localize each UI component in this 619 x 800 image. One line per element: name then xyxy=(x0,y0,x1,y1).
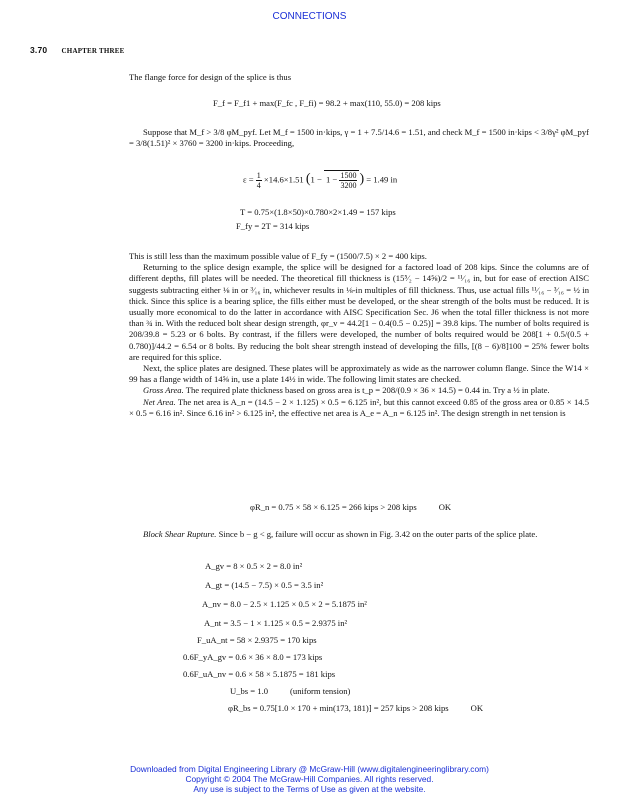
equation-Ffy: F_fy = 2T = 314 kips xyxy=(236,221,310,231)
square-root: 1 − $\frac{1500}{3200}$ xyxy=(324,170,359,190)
paragraph-suppose: Suppose that M_f > 3/8 φM_pyf. Let M_f = 1500 in·kips, γ = 1 + 7.5/14.6 = 1.51, and check M_f = 1500 in·kips < 3/8γ² φM_pyf = 3/8(1.51)² × 3760 = 3200 in·kips. Proceeding, xyxy=(129,127,589,149)
page-number: 3.70 xyxy=(30,45,48,55)
equation-Ubs: U_bs = 1.0 (uniform tension) xyxy=(230,686,351,696)
paragraph-returning: Returning to the splice design example, the splice will be designed for a factored load of 208 kips. Since the columns are of different depths, fill plates will be needed. The theoretical fill thickness is (15⁵⁄₂ − 14⅝)/2 = ¹¹⁄₁₆ in, but for ease of erection AISC suggests subtracting either ⅛ in or ³⁄₁₆ in, whichever results in ⅛-in multiples of fill thickness. Thus, use actual fills ¹¹⁄₁₆ − ³⁄₁₆ = ½ in thick. Since this splice is a bearing splice, the fills either must be developed, or the shear strength of the bolts must be reduced. It is usually more economical to do the latter in accordance with AISC Specification Sec. J6 when the total filler thickness is not more than ¾ in. With the reduced bolt shear design strength, φr_v = 44.2[1 − 0.4(0.5 − 0.25)] = 39.8 kips. The number of bolts required is 208/39.8 = 5.23 or 6 bolts. By contrast, if the fillers were developed, the number of bolts required would be 208[1 + 0.5/(0.5 + 0.780)]/44.2 = 6.54 or 8 bolts. By reducing the bolt shear strength instead of developing the fills, [(8 − 6)/8]100 = 25% fewer bolts are required for this splice. xyxy=(129,262,589,362)
footer-terms-link[interactable]: Any use is subject to the Terms of Use as given at the website. xyxy=(193,784,426,794)
block-shear-label: Block Shear Rupture. xyxy=(143,529,217,539)
paragraph-gross-area: Gross Area. The required plate thickness based on gross area is t_p = 208/(0.9 × 36 × 14.5) = 0.44 in. Try a ½ in plate. xyxy=(143,385,550,396)
equation-phiRbs: φR_bs = 0.75[1.0 × 170 + min(173, 181)] = 257 kips > 208 kips OK xyxy=(228,703,484,713)
equation-epsilon: ε = $\frac{1}{4}$ ×14.6×1.51 (1 − 1 − $\frac{1500}{3200}$ ) = 1.49 in xyxy=(243,171,398,190)
footer-download-link[interactable]: Downloaded from Digital Engineering Library @ McGraw-Hill (www.digitalengineeringlibrary.com) xyxy=(130,764,489,774)
paragraph-next: Next, the splice plates are designed. These plates will be approximately as wide as the narrower column flange. Since the W14 × 99 has a flange width of 14⅝ in, use a plate 14½ in wide. The following limit states are checked. xyxy=(129,363,589,385)
ok-label: OK xyxy=(470,703,484,713)
ok-label: OK xyxy=(438,502,452,512)
chapter-title: CHAPTER THREE xyxy=(61,47,125,55)
equation-06FuAnv: 0.6F_uA_nv = 0.6 × 58 × 5.1875 = 181 kips xyxy=(183,669,336,679)
intro-paragraph: The flange force for design of the splice is thus xyxy=(129,72,292,82)
paragraph-net-area: Net Area. The net area is A_n = (14.5 − 2 × 1.125) × 0.5 = 6.125 in², but this cannot exceed 0.85 of the gross area or 0.85 × 14.5 × 0.5 = 6.16 in². Since 6.16 in² > 6.125 in², the effective net area is A_e = A_n = 6.125 in². The design strength in net tension is xyxy=(129,396,589,418)
equation-flange-force: F_f = F_f1 + max(F_fc , F_fi) = 98.2 + max(110, 55.0) = 208 kips xyxy=(213,98,441,108)
paragraph-block-shear: Block Shear Rupture. Since b − g < g, failure will occur as shown in Fig. 3.42 on the outer parts of the splice plate. xyxy=(143,529,538,539)
paragraph-less: This is still less than the maximum possible value of F_fy = (1500/7.5) × 2 = 400 kips. xyxy=(129,251,427,261)
equation-Anv: A_nv = 8.0 − 2.5 × 1.125 × 0.5 × 2 = 5.1875 in² xyxy=(202,599,367,609)
section-header: CONNECTIONS xyxy=(272,11,347,22)
main-text-block xyxy=(129,251,589,419)
page-header xyxy=(30,45,125,55)
fraction-one-quarter: $\frac{1}{4}$ xyxy=(256,171,261,190)
footer-copyright: Copyright © 2004 The McGraw-Hill Companies. All rights reserved. xyxy=(185,774,434,784)
footer xyxy=(0,764,619,794)
equation-Ant: A_nt = 3.5 − 1 × 1.125 × 0.5 = 2.9375 in² xyxy=(204,618,348,628)
equation-06FyAgv: 0.6F_yA_gv = 0.6 × 36 × 8.0 = 173 kips xyxy=(183,652,323,662)
equation-FuAnt: F_uA_nt = 58 × 2.9375 = 170 kips xyxy=(197,635,317,645)
equation-T: T = 0.75×(1.8×50)×0.780×2×1.49 = 157 kips xyxy=(240,207,396,217)
gross-area-label: Gross Area. xyxy=(143,385,184,396)
equation-phiRn: φR_n = 0.75 × 58 × 6.125 = 266 kips > 208 kips OK xyxy=(250,502,452,512)
equation-Agt: A_gt = (14.5 − 7.5) × 0.5 = 3.5 in² xyxy=(205,580,324,590)
fraction-1500-3200: $\frac{1500}{3200}$ xyxy=(340,171,357,190)
equation-Agv: A_gv = 8 × 0.5 × 2 = 8.0 in² xyxy=(205,561,303,571)
net-area-label: Net Area. xyxy=(143,396,176,407)
